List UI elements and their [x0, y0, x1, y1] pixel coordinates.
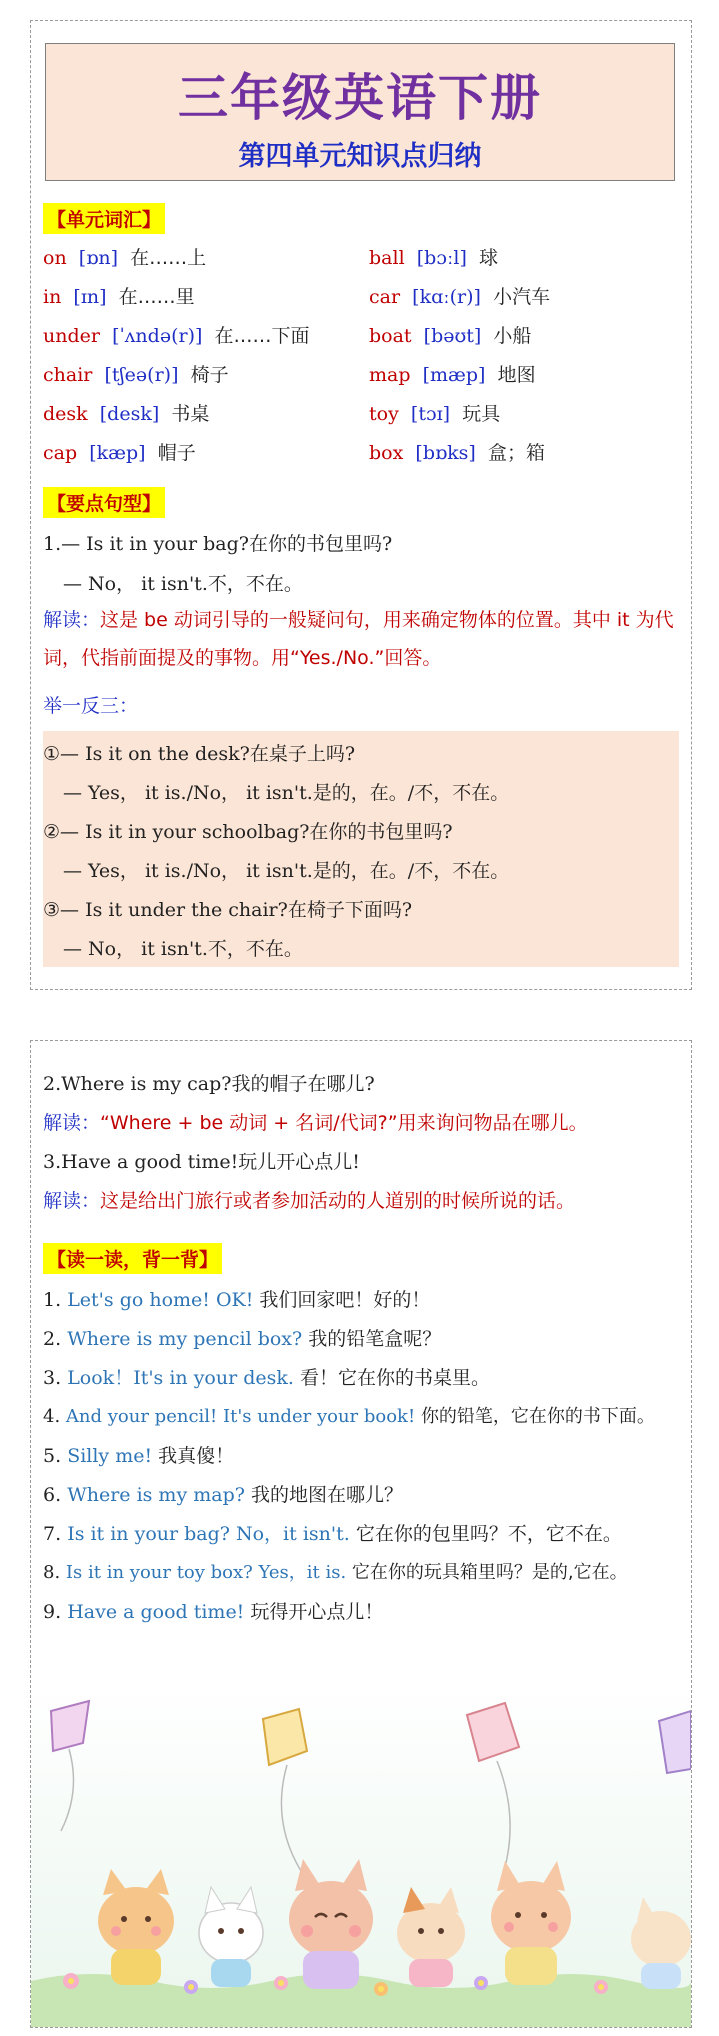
reading-item: [43, 1597, 383, 1624]
reading-chinese: 它在你的玩具箱里吗？是的,它在。: [351, 1562, 628, 1583]
reading-chinese: 你的铅笔，它在你的书下面。: [420, 1406, 655, 1427]
reading-english: Is it in your bag? No，it isn't.: [67, 1523, 350, 1545]
vocab-meaning: 椅子: [190, 364, 229, 386]
reading-english: Let's go home! OK!: [67, 1289, 254, 1311]
reading-chinese: 看！它在你的书桌里。: [300, 1367, 491, 1389]
reading-number: 5.: [43, 1445, 62, 1467]
vocab-phonetic: [ˈʌndə(r)]: [112, 325, 203, 347]
vocab-phonetic: [tɔɪ]: [410, 403, 451, 425]
vocab-item: [43, 360, 229, 394]
title-box: [45, 43, 675, 181]
vocab-phonetic: [kɑː(r)]: [412, 286, 481, 308]
vocab-meaning: 地图: [497, 364, 536, 386]
reading-item: [43, 1285, 430, 1312]
vocab-item: [369, 399, 500, 433]
vocab-word: toy: [369, 403, 399, 425]
vocab-phonetic: [desk]: [99, 403, 160, 425]
vocab-meaning: 帽子: [157, 442, 196, 464]
vocab-meaning: 小船: [493, 325, 532, 347]
vocab-word: ball: [369, 247, 405, 269]
sentence-1-explanation: [43, 601, 679, 677]
reading-item: [43, 1519, 622, 1546]
reading-english: Look！It's in your desk.: [67, 1367, 294, 1389]
vocab-word: on: [43, 247, 67, 269]
flower-icon: [184, 1980, 198, 1994]
explanation-text: “Where + be 动词 + 名词/代词?”用来询问物品在哪儿。: [100, 1112, 588, 1134]
vocab-item: [369, 321, 531, 355]
vocab-item: [43, 399, 209, 433]
vocab-meaning: 盒；箱: [487, 442, 545, 464]
vocab-phonetic: [bəʊt]: [423, 325, 482, 347]
example-answer: — Yes， it is./No， it isn't.是的，在。/不，不在。: [63, 782, 510, 804]
cartoon-cats-illustration: [31, 1681, 691, 2027]
vocab-meaning: 书桌: [171, 403, 210, 425]
reading-english: Have a good time!: [67, 1601, 245, 1623]
examples-box: [43, 731, 679, 967]
vocab-word: boat: [369, 325, 412, 347]
reading-number: 6.: [43, 1484, 62, 1506]
vocab-item: [369, 282, 550, 316]
sentence-1-question: 1.— Is it in your bag?在你的书包里吗?: [43, 533, 393, 555]
flower-icon: [374, 1982, 388, 1996]
flower-icon: [274, 1976, 288, 1990]
flower-icon: [594, 1980, 608, 1994]
vocab-phonetic: [ɒn]: [78, 247, 119, 269]
page-card-2: [30, 1040, 692, 2028]
vocab-word: car: [369, 286, 401, 308]
reading-item: [43, 1324, 441, 1351]
vocab-section-tag: 【单元词汇】: [43, 203, 165, 234]
reading-item: [43, 1441, 234, 1468]
reading-number: 9.: [43, 1601, 62, 1623]
reading-english: Is it in your toy box? Yes，it is.: [65, 1562, 347, 1583]
explanation-label: 解读：: [43, 1112, 101, 1134]
reading-english: And your pencil! It's under your book!: [65, 1406, 416, 1427]
example-question: ①— Is it on the desk?在桌子上吗?: [43, 743, 356, 765]
reading-chinese: 我们回家吧！好的！: [259, 1289, 431, 1311]
sentence-2-question: 2.Where is my cap?我的帽子在哪儿?: [43, 1073, 375, 1095]
reading-number: 1.: [43, 1289, 62, 1311]
vocab-meaning: 球: [478, 247, 498, 269]
vocab-phonetic: [ɪn]: [73, 286, 107, 308]
vocab-item: [43, 438, 196, 472]
vocab-word: desk: [43, 403, 88, 425]
reading-number: 7.: [43, 1523, 62, 1545]
vocab-item: [369, 438, 545, 472]
vocab-word: cap: [43, 442, 78, 464]
vocab-word: chair: [43, 364, 93, 386]
vocab-word: in: [43, 286, 62, 308]
reading-item: [43, 1402, 655, 1428]
vocab-item: [43, 282, 195, 316]
sentence-2-explanation: [43, 1108, 588, 1135]
vocab-meaning: 玩具: [462, 403, 501, 425]
vocab-word: under: [43, 325, 100, 347]
vocab-word: box: [369, 442, 404, 464]
reading-section-tag: 【读一读，背一背】: [43, 1243, 222, 1274]
reading-number: 3.: [43, 1367, 62, 1389]
reading-chinese: 我的地图在哪儿？: [250, 1484, 403, 1506]
reading-item: [43, 1480, 403, 1507]
vocab-meaning: 在……下面: [214, 325, 310, 347]
page-card-1: [30, 20, 692, 990]
reading-chinese: 玩得开心点儿！: [250, 1601, 384, 1623]
examples-title: 举一反三：: [43, 695, 139, 717]
vocab-meaning: 小汽车: [493, 286, 551, 308]
explanation-text: 这是给出门旅行或者参加活动的人道别的时候所说的话。: [100, 1190, 576, 1212]
vocab-item: [369, 243, 498, 277]
reading-english: Where is my pencil box?: [67, 1328, 303, 1350]
vocab-item: [369, 360, 536, 394]
vocab-meaning: 在……里: [118, 286, 195, 308]
sentence-3-question: 3.Have a good time!玩儿开心点儿!: [43, 1151, 360, 1173]
vocab-phonetic: [bɒks]: [415, 442, 476, 464]
reading-english: Silly me!: [67, 1445, 153, 1467]
vocab-item: [43, 321, 310, 355]
page-subtitle: 第四单元知识点归纳: [238, 141, 482, 172]
example-answer: — No， it isn't.不，不在。: [63, 938, 303, 960]
explanation-label: 解读：: [43, 1190, 101, 1212]
reading-chinese: 它在你的包里吗？不，它不在。: [355, 1523, 622, 1545]
vocab-word: map: [369, 364, 411, 386]
reading-english: Where is my map?: [67, 1484, 245, 1506]
reading-number: 8.: [43, 1562, 61, 1583]
flower-icon: [63, 1973, 79, 1989]
vocab-phonetic: [mæp]: [422, 364, 486, 386]
vocab-phonetic: [bɔːl]: [416, 247, 467, 269]
example-answer: — Yes， it is./No， it isn't.是的，在。/不，不在。: [63, 860, 510, 882]
example-question: ②— Is it in your schoolbag?在你的书包里吗?: [43, 821, 453, 843]
vocab-phonetic: [tʃeə(r)]: [104, 364, 179, 386]
reading-chinese: 我的铅笔盒呢？: [308, 1328, 442, 1350]
example-question: ③— Is it under the chair?在椅子下面吗?: [43, 899, 413, 921]
reading-item: [43, 1558, 628, 1584]
vocab-meaning: 在……上: [130, 247, 207, 269]
sentence-3-explanation: [43, 1186, 575, 1213]
explanation-label: 解读：: [43, 609, 101, 631]
sentence-section-tag: 【要点句型】: [43, 487, 165, 518]
reading-number: 4.: [43, 1406, 61, 1427]
explanation-text: 这是 be 动词引导的一般疑问句，用来确定物体的位置。其中 it 为代词，代指前面提及的事物。用“Yes./No.”回答。: [43, 609, 674, 669]
flower-icon: [474, 1976, 488, 1990]
reading-number: 2.: [43, 1328, 62, 1350]
reading-item: [43, 1363, 490, 1390]
vocab-item: [43, 243, 206, 277]
sentence-1-answer: — No， it isn't.不，不在。: [63, 573, 303, 595]
page-title: 三年级英语下册: [178, 69, 542, 127]
reading-chinese: 我真傻！: [158, 1445, 235, 1467]
vocab-phonetic: [kæp]: [89, 442, 146, 464]
